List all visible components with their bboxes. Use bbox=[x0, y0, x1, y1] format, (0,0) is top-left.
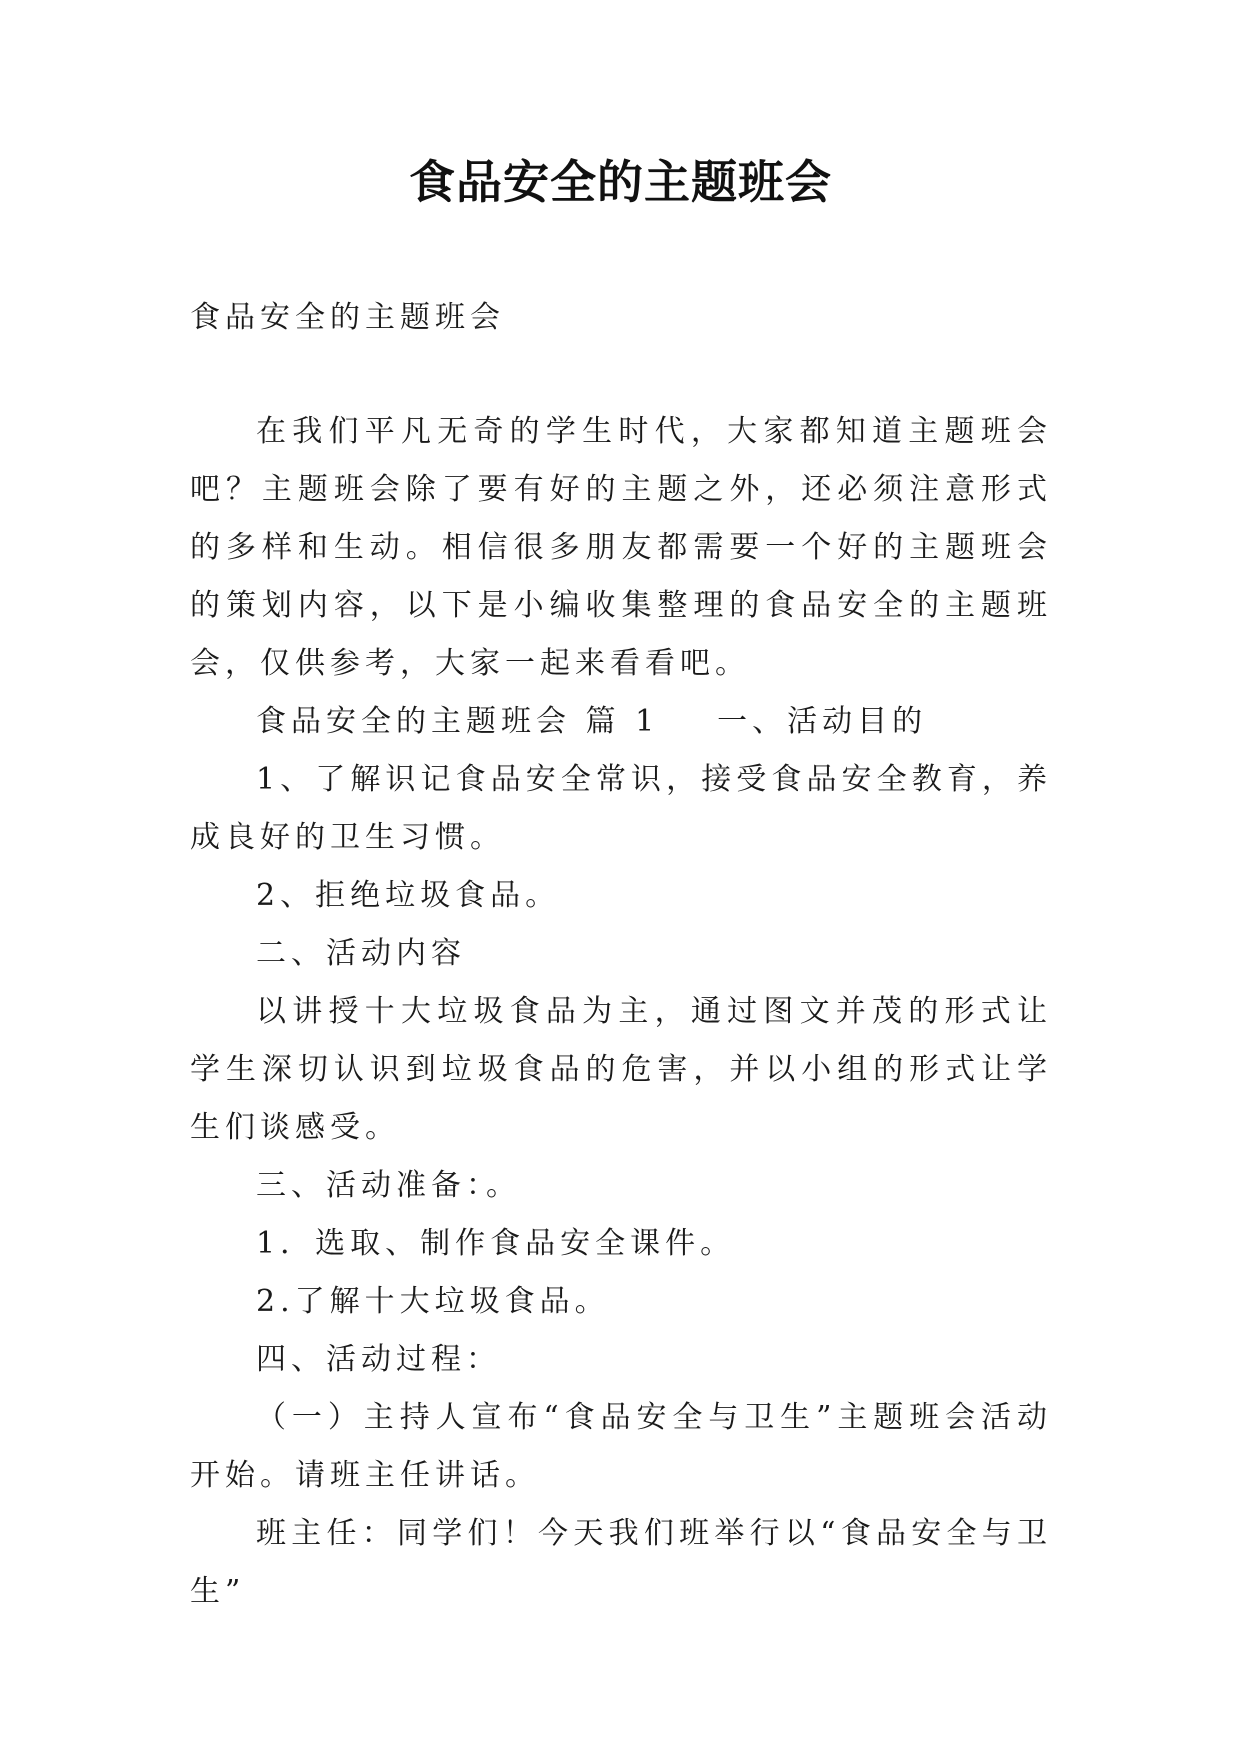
document-subtitle: 食品安全的主题班会 bbox=[190, 300, 505, 335]
document-body bbox=[190, 289, 1052, 1621]
goal-item-1: 1、了解识记食品安全常识，接受食品安全教育，养成良好的卫生习惯。 bbox=[190, 762, 1052, 855]
prep-item-1: 1．选取、制作食品安全课件。 bbox=[256, 1226, 736, 1261]
process-heading: 四、活动过程： bbox=[256, 1342, 501, 1377]
content-heading: 二、活动内容 bbox=[256, 936, 466, 971]
section-first-item: 一、活动目的 bbox=[717, 704, 928, 739]
prep-item-2: 2.了解十大垃圾食品。 bbox=[256, 1284, 610, 1319]
goal-item-2: 2、拒绝垃圾食品。 bbox=[256, 878, 561, 913]
content-paragraph: 以讲授十大垃圾食品为主，通过图文并茂的形式让学生深切认识到垃圾食品的危害，并以小组的形式让学生们谈感受。 bbox=[190, 994, 1052, 1145]
process-item-1: （一）主持人宣布“食品安全与卫生”主题班会活动开始。请班主任讲话。 bbox=[190, 1400, 1052, 1493]
prep-heading: 三、活动准备：。 bbox=[256, 1168, 521, 1203]
intro-paragraph: 在我们平凡无奇的学生时代，大家都知道主题班会吧？主题班会除了要有好的主题之外，还必须注意形式的多样和生动。相信很多朋友都需要一个好的主题班会的策划内容，以下是小编收集整理的食品安全的主题班会，仅供参考，大家一起来看看吧。 bbox=[190, 414, 1052, 681]
teacher-speech: 班主任：同学们！今天我们班举行以“食品安全与卫生” bbox=[190, 1516, 1052, 1609]
document-title: 食品安全的主题班会 bbox=[409, 155, 832, 209]
section-heading-line bbox=[190, 693, 1052, 751]
section-heading: 食品安全的主题班会 篇 1 bbox=[256, 704, 660, 739]
